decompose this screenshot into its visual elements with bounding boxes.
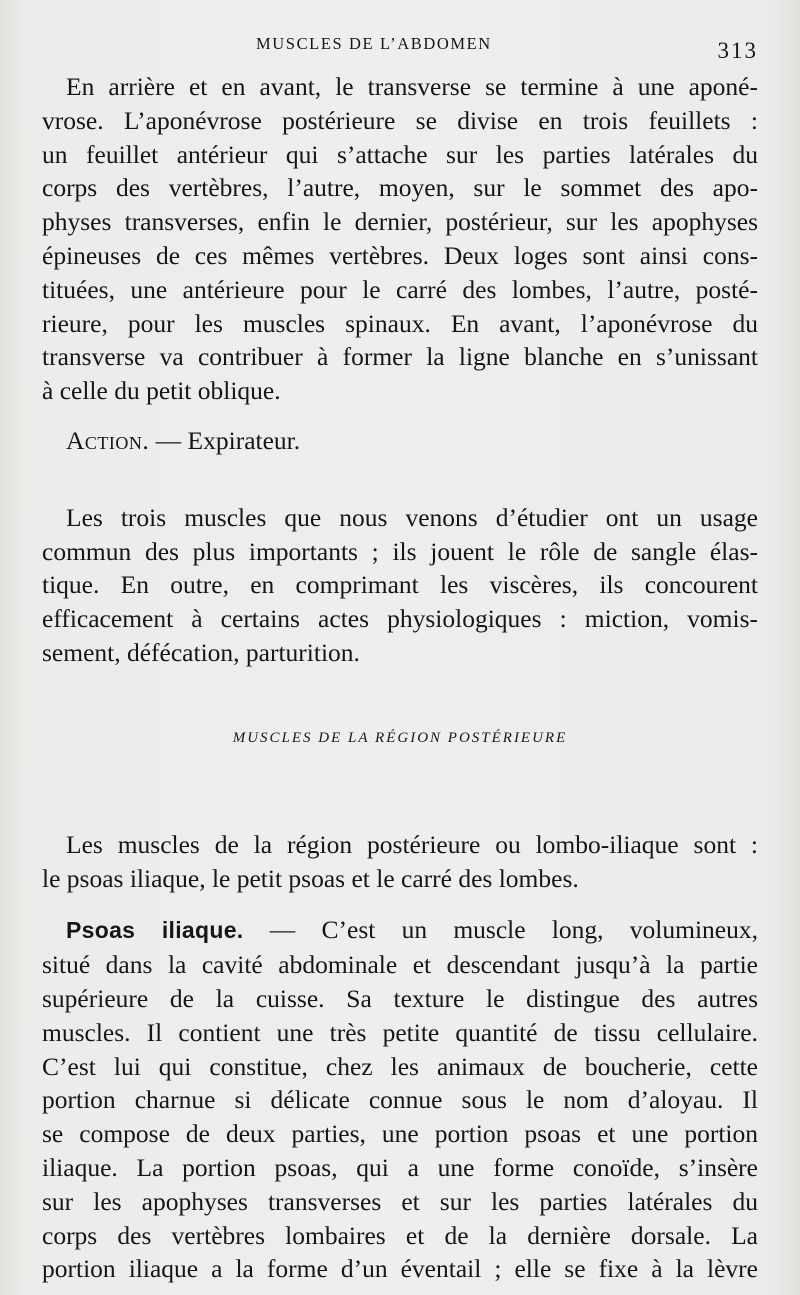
text-line: sur les apophyses transverses et sur les parties latérales du bbox=[42, 1186, 758, 1216]
run-in-heading: Psoas iliaque. bbox=[66, 917, 244, 944]
paragraph-psoas-iliaque bbox=[42, 913, 758, 1286]
text-line: commun des plus importants ; ils jouent le rôle de sangle élas- bbox=[42, 536, 758, 566]
text-line: se compose de deux parties, une portion psoas et une portion bbox=[42, 1119, 758, 1149]
text-line: portion charnue si délicate connue sous le nom d’aloyau. Il bbox=[42, 1085, 758, 1115]
section-heading: MUSCLES DE LA RÉGION POSTÉRIEURE bbox=[232, 729, 568, 746]
text-line: corps des vertèbres, l’autre, moyen, sur le sommet des apo- bbox=[42, 173, 758, 203]
text-line: Les trois muscles que nous venons d’étudier ont un usage bbox=[66, 502, 758, 532]
page-number: 313 bbox=[717, 38, 758, 63]
text-line: corps des vertèbres lombaires et de la dernière dorsale. La bbox=[42, 1220, 758, 1250]
text-line: supérieure de la cuisse. Sa texture le distingue des autres bbox=[42, 983, 758, 1013]
text-line: transverse va contribuer à former la ligne blanche en s’unissant bbox=[42, 342, 758, 372]
run-in-continuation: — C’est un muscle long, volumineux, bbox=[243, 915, 758, 945]
running-head bbox=[42, 34, 758, 68]
paragraph-posterior-muscles bbox=[42, 828, 758, 896]
text-line: sement, défécation, parturition. bbox=[42, 637, 360, 667]
text-line: un feuillet antérieur qui s’attache sur les parties latérales du bbox=[42, 139, 758, 169]
text-line: efficacement à certains actes physiologiques : miction, vomis- bbox=[42, 604, 758, 634]
text-line bbox=[42, 913, 758, 948]
text-line: C’est lui qui constitue, chez les animaux de boucherie, cette bbox=[42, 1051, 758, 1081]
text-line: épineuses de ces mêmes vertèbres. Deux loges sont ainsi cons- bbox=[42, 240, 758, 270]
action-text: — Expirateur. bbox=[149, 425, 301, 455]
text-line: rieure, pour les muscles spinaux. En avant, l’aponévrose du bbox=[42, 308, 758, 338]
text-line: le psoas iliaque, le petit psoas et le carré des lombes. bbox=[42, 863, 579, 893]
paragraph-transverse-aponeurosis bbox=[42, 70, 758, 408]
text-line: En arrière et en avant, le transverse se termine à une aponé- bbox=[66, 72, 758, 101]
paragraph-common-usage bbox=[42, 501, 758, 670]
paragraph-action bbox=[42, 424, 758, 458]
text-line: vrose. L’aponévrose postérieure se divise en trois feuillets : bbox=[42, 105, 758, 135]
text-line: tituées, une antérieure pour le carré des lombes, l’autre, posté- bbox=[42, 274, 758, 304]
text-line: iliaque. La portion psoas, qui a une forme conoïde, s’insère bbox=[42, 1152, 758, 1182]
text-line: situé dans la cavité abdominale et descendant jusqu’à la partie bbox=[42, 950, 758, 980]
text-line: portion iliaque a la forme d’un éventail ; elle se fixe à la lèvre bbox=[42, 1254, 758, 1284]
text-line: physes transverses, enfin le dernier, postérieur, sur les apophyses bbox=[42, 207, 758, 237]
text-line: muscles. Il contient une très petite quantité de tissu cellulaire. bbox=[42, 1017, 758, 1047]
running-title: MUSCLES DE L’ABDOMEN bbox=[256, 34, 492, 53]
text-line: à celle du petit oblique. bbox=[42, 376, 281, 406]
text-line: tique. En outre, en comprimant les viscères, ils concourent bbox=[42, 570, 758, 600]
text-line: Les muscles de la région postérieure ou lombo-iliaque sont : bbox=[66, 829, 758, 859]
action-label: Action. bbox=[66, 425, 150, 455]
